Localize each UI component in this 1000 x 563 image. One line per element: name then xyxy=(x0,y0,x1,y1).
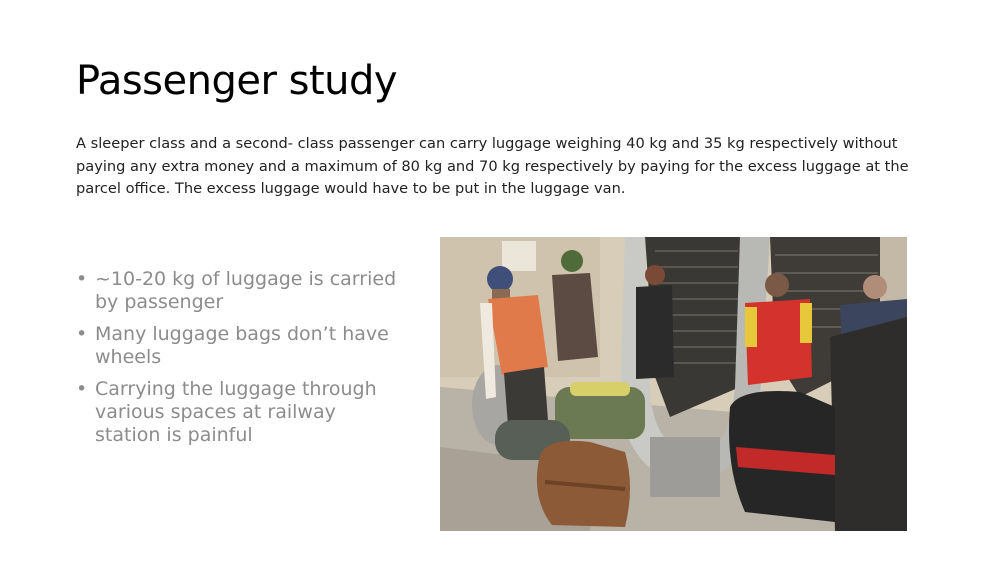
intro-paragraph: A sleeper class and a second- class passenger can carry luggage weighing 40 kg and 35 kg respectively without paying any extra money and a maximum of 80 kg and 70 kg respectively by paying for the excess luggage at the parcel office. The excess luggage would have to be put in the luggage van. xyxy=(76,135,909,197)
station-photo xyxy=(440,237,907,531)
bullet-item xyxy=(76,378,406,447)
bullet-item xyxy=(76,268,406,314)
bullet-list xyxy=(76,268,406,456)
bullet-dot-icon: • xyxy=(76,268,88,290)
slide-title: Passenger study xyxy=(76,58,398,104)
bullet-text: Many luggage bags don’t have wheels xyxy=(95,323,389,368)
bullet-item xyxy=(76,323,406,369)
bullet-dot-icon: • xyxy=(76,378,88,400)
bullet-text: Carrying the luggage through various spaces at railway station is painful xyxy=(95,378,377,446)
bullet-text: ~10-20 kg of luggage is carried by passenger xyxy=(95,268,397,313)
bullet-dot-icon: • xyxy=(76,323,88,345)
station-photo-illustration xyxy=(440,237,907,531)
